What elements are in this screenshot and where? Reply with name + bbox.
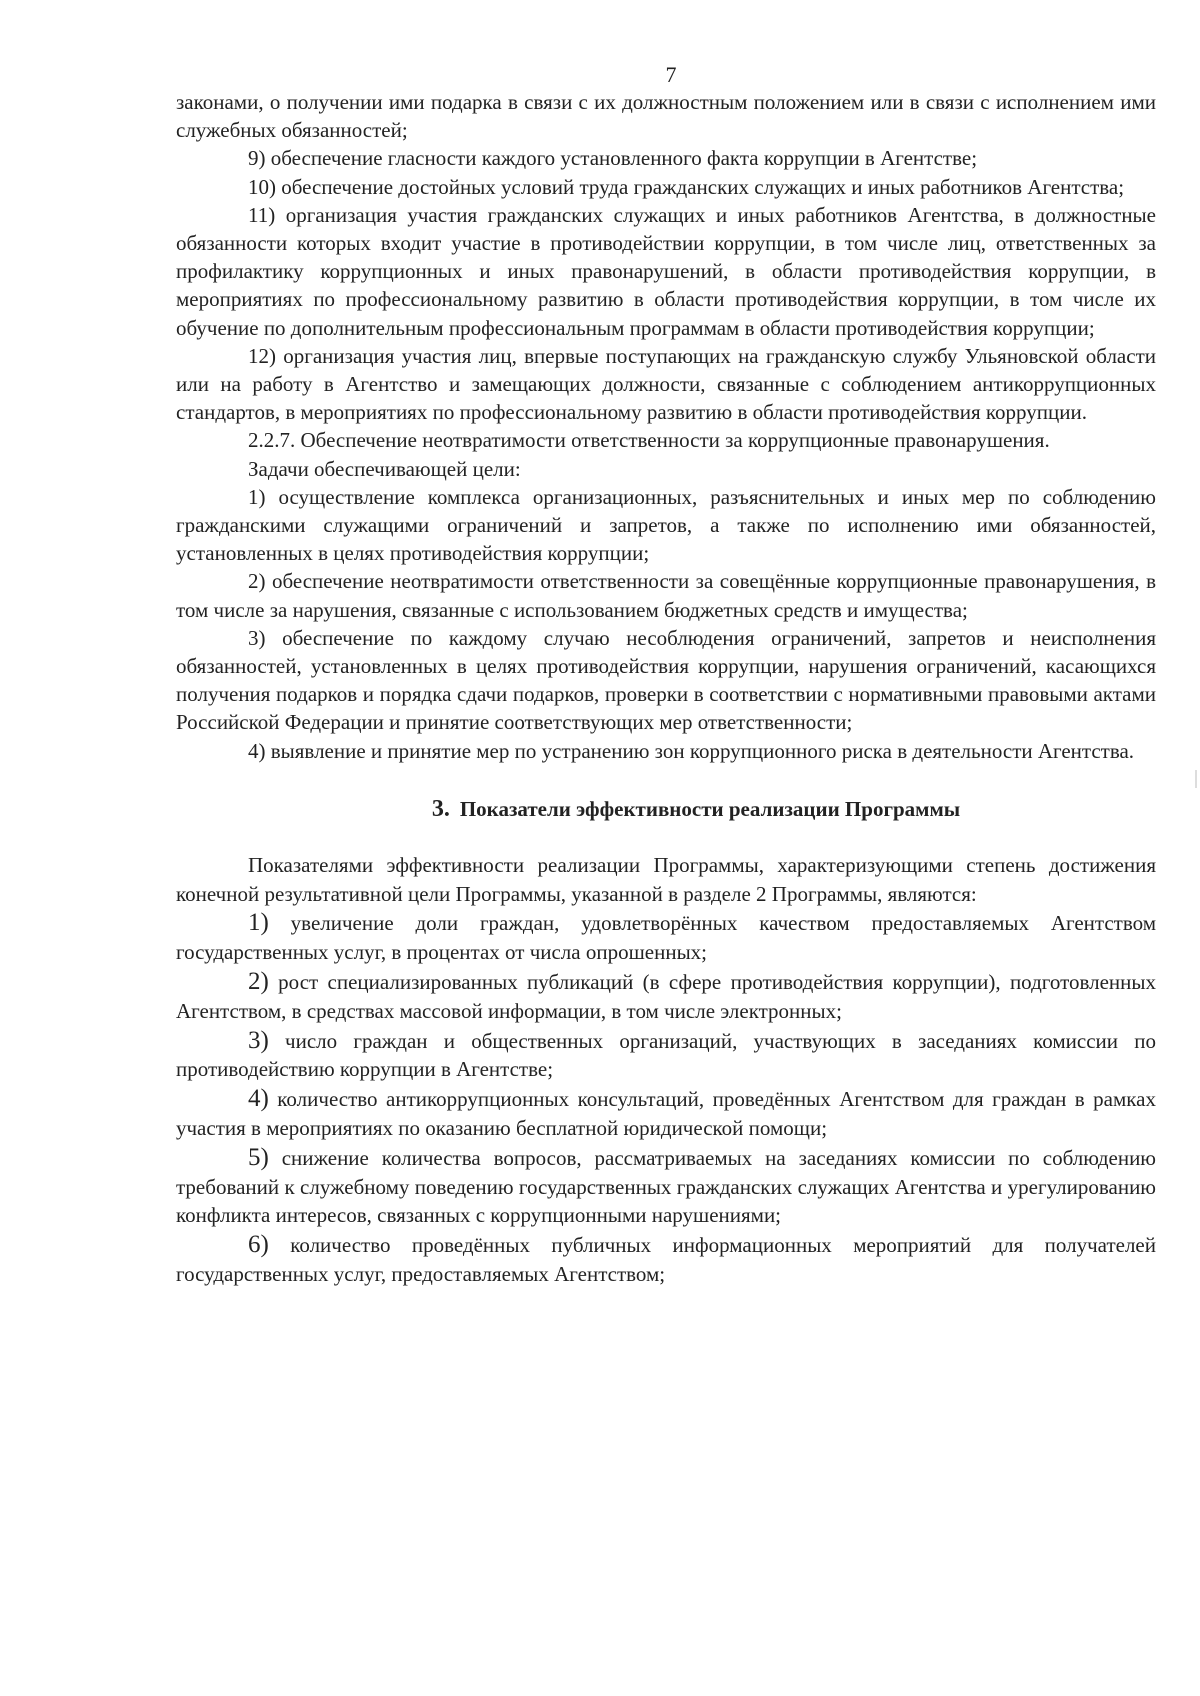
indicator-text: рост специализированных публикаций (в сфере противодействия коррупции), подготовленных Агентством, в средствах массовой информации, в том числе электронных; — [176, 970, 1156, 1023]
task-item-2: 2) обеспечение неотвратимости ответственности за совещённые коррупционные правонарушения, в том числе за нарушения, связанные с использованием бюджетных средств и имущества; — [176, 569, 1156, 622]
indicator-number: 6) — [248, 1231, 269, 1259]
indicator-number: 2) — [248, 968, 269, 996]
section-title: Показатели эффективности реализации Программы — [459, 796, 961, 821]
section-intro: Показателями эффективности реализации Программы, характеризующими степень достижения конечной результативной цели Программы, указанной в разделе 2 Программы, являются: — [176, 852, 1156, 906]
indicator-item — [176, 1231, 1156, 1289]
paragraph-continuation: законами, о получении ими подарка в связи с их должностным положением или в связи с исполнением ими служебных обязанностей; — [176, 90, 1156, 143]
section-3-body — [176, 851, 1156, 1289]
task-item-1: 1) осуществление комплекса организационных, разъяснительных и иных мер по соблюдению гражданскими служащими ограничений и запретов, а также по исполнению ими обязанностей, установленных в целях противодействия коррупции; — [176, 484, 1156, 566]
indicator-number: 3) — [248, 1026, 269, 1054]
indicator-item — [176, 909, 1156, 967]
indicator-item — [176, 1027, 1156, 1085]
task-item-3: 3) обеспечение по каждому случаю несоблюдения ограничений, запретов и неисполнения обязанностей, установленных в целях противодействия коррупции, нарушения ограничений, касающихся получения подарков и порядка сдачи подарков, проверки в соответствии с нормативными правовыми актами Российской Федерации и принятие соответствующих мер ответственности; — [176, 625, 1156, 735]
indicator-text: снижение количества вопросов, рассматриваемых на заседаниях комиссии по соблюдению требований к служебному поведению государственных гражданских служащих Агентства и урегулированию конфликта интересов, связанных с коррупционными нарушениями; — [176, 1145, 1156, 1228]
task-item-12: 12) организация участия лиц, впервые поступающих на гражданскую службу Ульяновской области или на работу в Агентство и замещающих должности, связанные с соблюдением антикоррупционных стандартов, в мероприятиях по профессиональному развитию в области противодействия коррупции. — [176, 343, 1156, 425]
task-item-11: 11) организация участия гражданских служащих и иных работников Агентства, в должностные обязанности которых входит участие в противодействии коррупции, в том числе лиц, ответственных за профилактику коррупционных и иных правонарушений, в области противодействия коррупции, в мероприятиях по профессиональному развитию в области противодействия коррупции, в том числе их обучение по дополнительным профессиональным программам в области противодействия коррупции; — [176, 202, 1156, 340]
indicator-text: увеличение доли граждан, удовлетворённых качеством предоставляемых Агентством государственных услуг, в процентах от числа опрошенных; — [176, 911, 1156, 965]
document-page — [176, 62, 1156, 1289]
indicator-number: 4) — [248, 1085, 269, 1113]
indicator-number: 1) — [248, 909, 269, 937]
indicator-number: 5) — [248, 1143, 269, 1171]
tasks-heading: Задачи обеспечивающей цели: — [248, 456, 521, 481]
task-item-9: 9) обеспечение гласности каждого установленного факта коррупции в Агентстве; — [248, 146, 978, 171]
indicator-text: число граждан и общественных организаций, участвующих в заседаниях комиссии по противодействию коррупции в Агентстве; — [176, 1028, 1156, 1082]
page-number: 7 — [665, 62, 677, 87]
indicator-item — [176, 968, 1156, 1026]
indicator-text: количество проведённых публичных информационных мероприятий для получателей государственных услуг, предоставляемых Агентством; — [176, 1233, 1156, 1287]
task-item-4: 4) выявление и принятие мер по устранению зон коррупционного риска в деятельности Агентства. — [248, 738, 1135, 763]
section-number: 3. — [431, 795, 450, 822]
indicator-item — [176, 1085, 1156, 1143]
section-heading — [176, 795, 1156, 823]
scan-artifact-mark — [1195, 770, 1197, 788]
indicator-text: количество антикоррупционных консультаций, проведённых Агентством для граждан в рамках участия в мероприятиях по оказанию бесплатной юридической помощи; — [176, 1087, 1156, 1141]
task-item-10: 10) обеспечение достойных условий труда гражданских служащих и иных работников Агентства; — [248, 174, 1125, 199]
indicator-item — [176, 1144, 1156, 1230]
subsection-2-2-7: 2.2.7. Обеспечение неотвратимости ответственности за коррупционные правонарушения. — [248, 428, 1050, 453]
